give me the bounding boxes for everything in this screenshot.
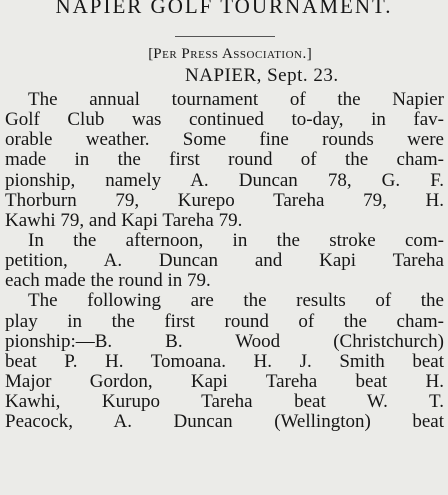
- body-line: each made the round in 79.: [5, 271, 211, 292]
- article-body: [0, 90, 448, 432]
- body-line: Major Gordon, Kapi Tareha beat H.: [5, 371, 444, 392]
- byline-close-bracket: ]: [306, 46, 312, 62]
- body-line: pionship, namely A. Duncan 78, G. F.: [5, 170, 444, 191]
- body-line: made in the first round of the cham-: [5, 150, 444, 171]
- body-line: play in the first round of the cham-: [5, 311, 444, 332]
- body-line: Golf Club was continued to-day, in fav-: [5, 110, 444, 131]
- body-line: Thorburn 79, Kurepo Tareha 79, H.: [5, 190, 444, 211]
- byline: [60, 46, 400, 63]
- dateline: NAPIER, Sept. 23.: [185, 65, 339, 86]
- body-line: beat P. H. Tomoana. H. J. Smith beat: [5, 351, 444, 372]
- divider-rule: [175, 36, 275, 37]
- headline: NAPIER GOLF TOURNAMENT.: [55, 0, 393, 18]
- body-line: petition, A. Duncan and Kapi Tareha: [5, 251, 444, 272]
- body-line: Kawhi, Kurupo Tareha beat W. T.: [5, 392, 444, 413]
- body-line: Peacock, A. Duncan (Wellington) beat: [5, 412, 444, 433]
- byline-open-bracket: [: [148, 46, 154, 62]
- body-line: In the afternoon, in the stroke com-: [28, 230, 444, 251]
- byline-text: Per Press Association.: [153, 46, 307, 62]
- body-line: The following are the results of the: [28, 291, 444, 312]
- body-line: orable weather. Some fine rounds were: [5, 130, 444, 151]
- body-line: Kawhi 79, and Kapi Tareha 79.: [5, 210, 243, 231]
- body-line: The annual tournament of the Napier: [28, 90, 444, 110]
- body-line: pionship:—B. B. Wood (Christchurch): [5, 331, 444, 352]
